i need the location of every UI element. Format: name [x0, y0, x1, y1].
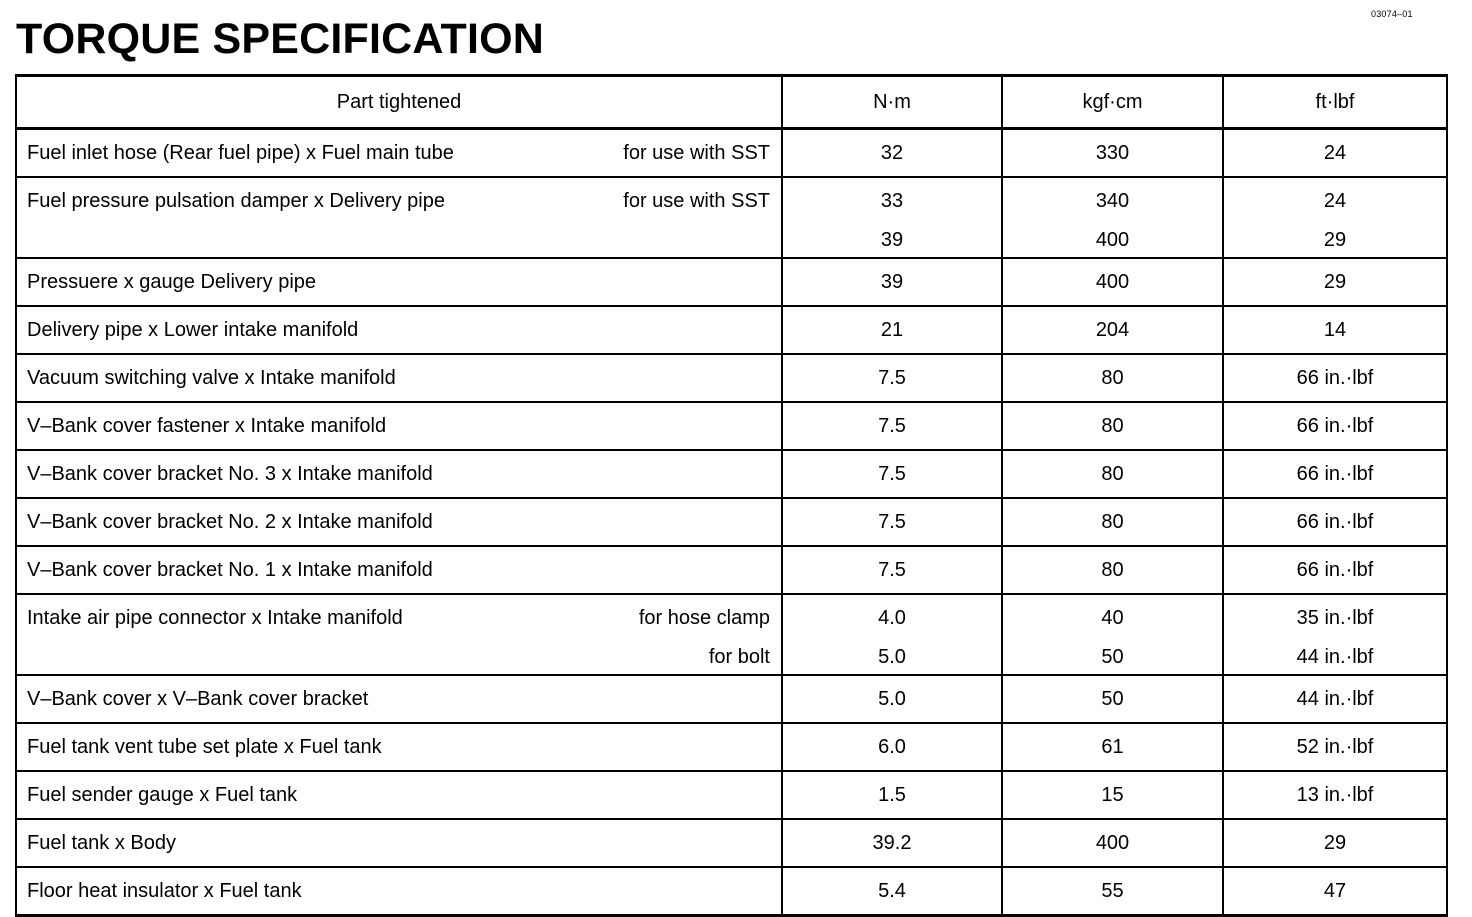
column-header-nm: N·m	[782, 76, 1002, 129]
nm-cell	[782, 177, 1002, 258]
part-name: Intake air pipe connector x Intake manifold	[27, 607, 403, 629]
value: 80	[1101, 415, 1124, 437]
table-row	[16, 177, 1447, 258]
value: 66 in.·lbf	[1296, 367, 1374, 389]
ftlbf-cell	[1223, 354, 1447, 402]
kgfcm-cell	[1002, 258, 1223, 306]
ftlbf-cell	[1223, 177, 1447, 258]
value: 340	[1095, 190, 1130, 212]
table-row	[16, 354, 1447, 402]
torque-spec-table	[15, 74, 1448, 917]
value: 7.5	[878, 367, 906, 389]
value: 66 in.·lbf	[1296, 463, 1374, 485]
nm-cell	[782, 819, 1002, 867]
kgfcm-cell	[1002, 354, 1223, 402]
nm-cell	[782, 867, 1002, 916]
part-cell	[16, 594, 782, 675]
value: 7.5	[878, 511, 906, 533]
table-row	[16, 306, 1447, 354]
ftlbf-cell	[1223, 498, 1447, 546]
value: 400	[1095, 271, 1130, 293]
nm-cell	[782, 129, 1002, 178]
table-row	[16, 867, 1447, 916]
value: 204	[1095, 319, 1130, 341]
nm-cell	[782, 258, 1002, 306]
kgfcm-cell	[1002, 306, 1223, 354]
value: 5.0	[878, 646, 906, 668]
part-name: V–Bank cover fastener x Intake manifold	[27, 415, 387, 437]
column-header-part: Part tightened	[16, 76, 782, 129]
part-cell	[16, 450, 782, 498]
value: 55	[1101, 880, 1124, 902]
part-name: V–Bank cover bracket No. 1 x Intake manifold	[27, 559, 433, 581]
nm-cell	[782, 498, 1002, 546]
kgfcm-cell	[1002, 723, 1223, 771]
value: 5.4	[878, 880, 906, 902]
kgfcm-cell	[1002, 402, 1223, 450]
table-row	[16, 771, 1447, 819]
value: 21	[880, 319, 904, 341]
ftlbf-cell	[1223, 306, 1447, 354]
ftlbf-cell	[1223, 594, 1447, 675]
page-code: 03074–01	[1371, 9, 1413, 19]
page-title: TORQUE SPECIFICATION	[16, 15, 544, 63]
ftlbf-cell	[1223, 723, 1447, 771]
value: 13 in.·lbf	[1296, 784, 1374, 806]
part-name: Fuel inlet hose (Rear fuel pipe) x Fuel main tube	[27, 142, 454, 164]
ftlbf-cell	[1223, 258, 1447, 306]
part-name: Fuel pressure pulsation damper x Delivery pipe	[27, 190, 445, 212]
kgfcm-cell	[1002, 594, 1223, 675]
value: 39	[880, 229, 904, 251]
part-name: Fuel sender gauge x Fuel tank	[27, 784, 298, 806]
ftlbf-cell	[1223, 129, 1447, 178]
part-name: Floor heat insulator x Fuel tank	[27, 880, 302, 902]
part-cell	[16, 498, 782, 546]
value: 1.5	[878, 784, 906, 806]
column-header-ftlbf: ft·lbf	[1223, 76, 1447, 129]
part-cell	[16, 177, 782, 258]
part-cell	[16, 354, 782, 402]
kgfcm-cell	[1002, 819, 1223, 867]
part-name: V–Bank cover bracket No. 2 x Intake manifold	[27, 511, 433, 533]
table-body	[16, 129, 1447, 916]
header-row	[16, 76, 1447, 129]
value: 39.2	[872, 832, 912, 854]
table-row	[16, 675, 1447, 723]
value: 24	[1323, 142, 1347, 164]
value: 50	[1101, 688, 1124, 710]
value: 33	[880, 190, 904, 212]
part-cell	[16, 675, 782, 723]
nm-cell	[782, 594, 1002, 675]
value: 80	[1101, 367, 1124, 389]
table-row	[16, 258, 1447, 306]
kgfcm-cell	[1002, 498, 1223, 546]
part-note: for use with SST	[623, 142, 770, 164]
part-cell	[16, 402, 782, 450]
kgfcm-cell	[1002, 177, 1223, 258]
value: 80	[1101, 559, 1124, 581]
part-name: Fuel tank vent tube set plate x Fuel tank	[27, 736, 382, 758]
kgfcm-cell	[1002, 546, 1223, 594]
value: 66 in.·lbf	[1296, 415, 1374, 437]
part-name: V–Bank cover bracket No. 3 x Intake manifold	[27, 463, 433, 485]
part-cell	[16, 771, 782, 819]
ftlbf-cell	[1223, 771, 1447, 819]
part-name: V–Bank cover x V–Bank cover bracket	[27, 688, 369, 710]
table-row	[16, 498, 1447, 546]
kgfcm-cell	[1002, 129, 1223, 178]
value: 80	[1101, 463, 1124, 485]
part-cell	[16, 723, 782, 771]
value: 15	[1101, 784, 1124, 806]
value: 7.5	[878, 463, 906, 485]
value: 400	[1095, 832, 1130, 854]
part-cell	[16, 129, 782, 178]
ftlbf-cell	[1223, 402, 1447, 450]
kgfcm-cell	[1002, 450, 1223, 498]
value: 4.0	[878, 607, 906, 629]
value: 50	[1101, 646, 1124, 668]
value: 7.5	[878, 559, 906, 581]
part-cell	[16, 867, 782, 916]
value: 44 in.·lbf	[1296, 688, 1374, 710]
part-cell	[16, 258, 782, 306]
nm-cell	[782, 450, 1002, 498]
value: 24	[1323, 190, 1347, 212]
part-name: Fuel tank x Body	[27, 832, 176, 854]
nm-cell	[782, 546, 1002, 594]
kgfcm-cell	[1002, 675, 1223, 723]
value: 400	[1095, 229, 1130, 251]
value: 29	[1323, 271, 1347, 293]
value: 35 in.·lbf	[1296, 607, 1374, 629]
kgfcm-cell	[1002, 867, 1223, 916]
table-row	[16, 129, 1447, 178]
part-note: for use with SST	[623, 190, 770, 212]
value: 66 in.·lbf	[1296, 511, 1374, 533]
nm-cell	[782, 675, 1002, 723]
value: 7.5	[878, 415, 906, 437]
nm-cell	[782, 402, 1002, 450]
ftlbf-cell	[1223, 675, 1447, 723]
value: 29	[1323, 229, 1347, 251]
table-row	[16, 546, 1447, 594]
part-note: for bolt	[708, 646, 770, 668]
part-note: for hose clamp	[638, 607, 770, 629]
table-row	[16, 819, 1447, 867]
ftlbf-cell	[1223, 819, 1447, 867]
nm-cell	[782, 354, 1002, 402]
value: 47	[1323, 880, 1347, 902]
table-row	[16, 594, 1447, 675]
value: 40	[1101, 607, 1124, 629]
ftlbf-cell	[1223, 867, 1447, 916]
column-header-kgfcm: kgf·cm	[1002, 76, 1223, 129]
part-cell	[16, 819, 782, 867]
part-name: Vacuum switching valve x Intake manifold	[27, 367, 396, 389]
nm-cell	[782, 306, 1002, 354]
value: 14	[1323, 319, 1347, 341]
value: 44 in.·lbf	[1296, 646, 1374, 668]
ftlbf-cell	[1223, 546, 1447, 594]
kgfcm-cell	[1002, 771, 1223, 819]
part-name: Pressuere x gauge Delivery pipe	[27, 271, 317, 293]
value: 330	[1095, 142, 1130, 164]
nm-cell	[782, 723, 1002, 771]
table-row	[16, 450, 1447, 498]
value: 61	[1101, 736, 1124, 758]
value: 32	[880, 142, 904, 164]
value: 6.0	[878, 736, 906, 758]
value: 52 in.·lbf	[1296, 736, 1374, 758]
part-cell	[16, 546, 782, 594]
part-cell	[16, 306, 782, 354]
table-row	[16, 402, 1447, 450]
table-row	[16, 723, 1447, 771]
value: 80	[1101, 511, 1124, 533]
ftlbf-cell	[1223, 450, 1447, 498]
nm-cell	[782, 771, 1002, 819]
value: 29	[1323, 832, 1347, 854]
value: 39	[880, 271, 904, 293]
value: 66 in.·lbf	[1296, 559, 1374, 581]
value: 5.0	[878, 688, 906, 710]
part-name: Delivery pipe x Lower intake manifold	[27, 319, 359, 341]
